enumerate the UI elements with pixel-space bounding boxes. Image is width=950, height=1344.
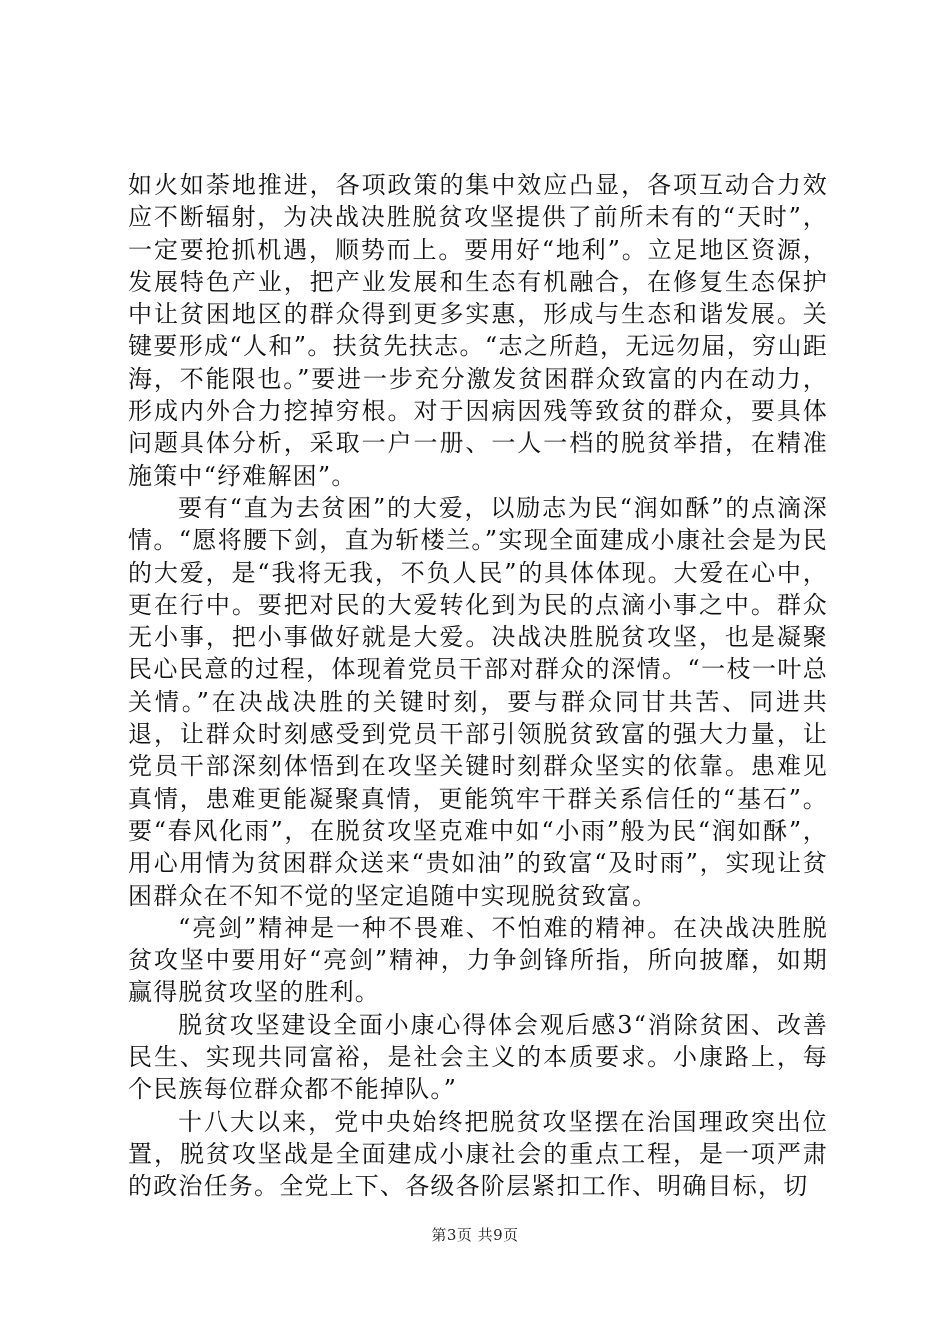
paragraph-3: “亮剑”精神是一种不畏难、不怕难的精神。在决战决胜脱贫攻坚中要用好“亮剑”精神，力争剑锋所指，所向披靡，如期赢得脱贫攻坚的胜利。	[128, 913, 828, 1007]
paragraph-5: 十八大以来，党中央始终把脱贫攻坚摆在治国理政突出位置，脱贫攻坚战是全面建成小康社会的重点工程，是一项严肃的政治任务。全党上下、各级各阶层紧扣工作、明确目标，切	[128, 1107, 828, 1201]
paragraph-2: 要有“直为去贫困”的大爱，以励志为民“润如酥”的点滴深情。“愿将腰下剑，直为斩楼兰。”实现全面建成小康社会是为民的大爱，是“我将无我，不负人民”的具体体现。大爱在心中，更在行中。要把对民的大爱转化到为民的点滴小事之中。群众无小事，把小事做好就是大爱。决战决胜脱贫攻坚，也是凝聚民心民意的过程，体现着党员干部对群众的深情。“一枝一叶总关情。”在决战决胜的关键时刻，要与群众同甘共苦、同进共退，让群众时刻感受到党员干部引领脱贫致富的强大力量，让党员干部深刻体悟到在攻坚关键时刻群众坚实的依靠。患难见真情，患难更能凝聚真情，更能筑牢干群关系信任的“基石”。要“春风化雨”，在脱贫攻坚克难中如“小雨”般为民“润如酥”，用心用情为贫困群众送来“贵如油”的致富“及时雨”，实现让贫困群众在不知不觉的坚定追随中实现脱贫致富。	[128, 493, 828, 910]
paragraph-1: 如火如荼地推进，各项政策的集中效应凸显，各项互动合力效应不断辐射，为决战决胜脱贫攻坚提供了前所未有的“天时”，一定要抢抓机遇，顺势而上。要用好“地利”。立足地区资源，发展特色产业，把产业发展和生态有机融合，在修复生态保护中让贫困地区的群众得到更多实惠，形成与生态和谐发展。关键要形成“人和”。扶贫先扶志。“志之所趋，无远勿届，穷山距海，不能限也。”要进一步充分激发贫困群众致富的内在动力，形成内外合力挖掉穷根。对于因病因残等致贫的群众，要具体问题具体分析，采取一户一册、一人一档的脱贫举措，在精准施策中“纾难解困”。	[128, 171, 828, 490]
page-number-footer: 第3页 共9页	[431, 1226, 519, 1244]
paragraph-4: 脱贫攻坚建设全面小康心得体会观后感3“消除贫困、改善民生、实现共同富裕，是社会主义的本质要求。小康路上，每个民族每位群众都不能掉队。”	[128, 1010, 828, 1104]
document-body	[128, 169, 828, 1203]
